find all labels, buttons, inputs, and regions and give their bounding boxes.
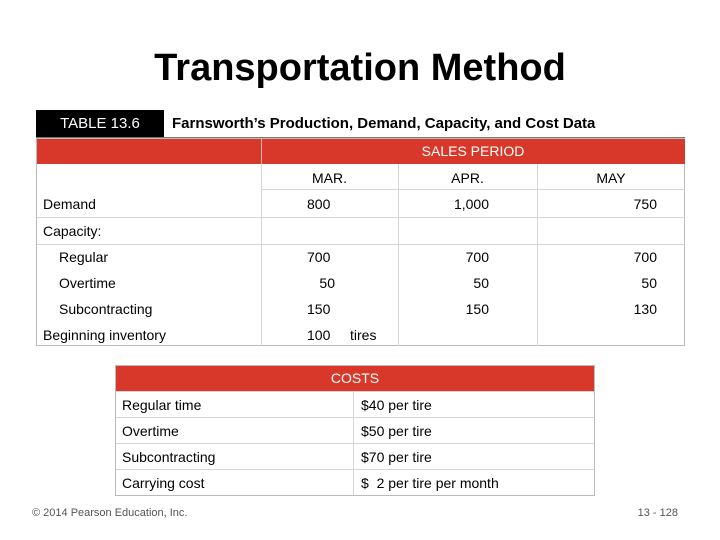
cost-value-carrying-cost: $ 2 per tire per month (361, 475, 499, 491)
cost-value-regular-time: $40 per tire (361, 397, 432, 413)
month-header-mar: MAR. (312, 170, 347, 186)
cell-demand-apr: 1,000 (453, 196, 489, 212)
costs-row (116, 417, 594, 444)
costs-table (115, 365, 595, 496)
cell-demand-may: 750 (633, 196, 657, 212)
cost-label-regular-time: Regular time (122, 397, 202, 413)
cell-beginning-inventory-mar: 100 (307, 327, 331, 343)
cell-regular-apr: 700 (465, 249, 489, 265)
row-divider (37, 217, 685, 218)
costs-row (116, 391, 594, 418)
costs-row (116, 443, 594, 470)
row-label-overtime: Overtime (59, 275, 116, 291)
header-separator (261, 139, 262, 164)
table-label: TABLE 13.6 (36, 110, 164, 138)
cell-demand-mar: 800 (307, 196, 331, 212)
row-label-beginning-inventory: Beginning inventory (43, 327, 166, 343)
column-divider (398, 164, 399, 346)
sales-period-header: SALES PERIOD (421, 143, 525, 159)
cell-subcontracting-may: 130 (633, 301, 657, 317)
data-table (36, 138, 685, 346)
cell-subcontracting-apr: 150 (465, 301, 489, 317)
row-label-capacity: Capacity: (43, 223, 102, 239)
month-header-may: MAY (596, 170, 626, 186)
cost-label-subcontracting: Subcontracting (122, 449, 216, 465)
cost-label-overtime: Overtime (122, 423, 179, 439)
row-label-regular: Regular (59, 249, 109, 265)
cost-value-overtime: $50 per tire (361, 423, 432, 439)
cell-regular-may: 700 (633, 249, 657, 265)
table-caption: Farnsworth’s Production, Demand, Capacity, and Cost Data (172, 115, 596, 132)
costs-row (116, 469, 594, 496)
slide-title: Transportation Method (154, 47, 566, 89)
table-header-band-left (37, 139, 261, 164)
column-divider (537, 164, 538, 346)
copyright-notice: © 2014 Pearson Education, Inc. (32, 507, 188, 519)
column-divider (261, 164, 262, 346)
cell-regular-mar: 700 (307, 249, 331, 265)
cell-overtime-mar: 50 (319, 275, 335, 291)
cell-overtime-apr: 50 (473, 275, 489, 291)
row-divider (37, 244, 685, 245)
page-number: 13 - 128 (637, 507, 678, 519)
cell-subcontracting-mar: 150 (307, 301, 331, 317)
row-label-demand: Demand (43, 196, 96, 212)
month-header-apr: APR. (451, 170, 484, 186)
row-label-subcontracting: Subcontracting (59, 301, 153, 317)
month-header-rule (261, 189, 685, 190)
cell-overtime-may: 50 (641, 275, 657, 291)
cost-label-carrying-cost: Carrying cost (122, 475, 205, 491)
cell-beginning-inventory-unit: tires (350, 327, 377, 343)
cost-value-subcontracting: $70 per tire (361, 449, 432, 465)
costs-header: COSTS (116, 366, 594, 391)
